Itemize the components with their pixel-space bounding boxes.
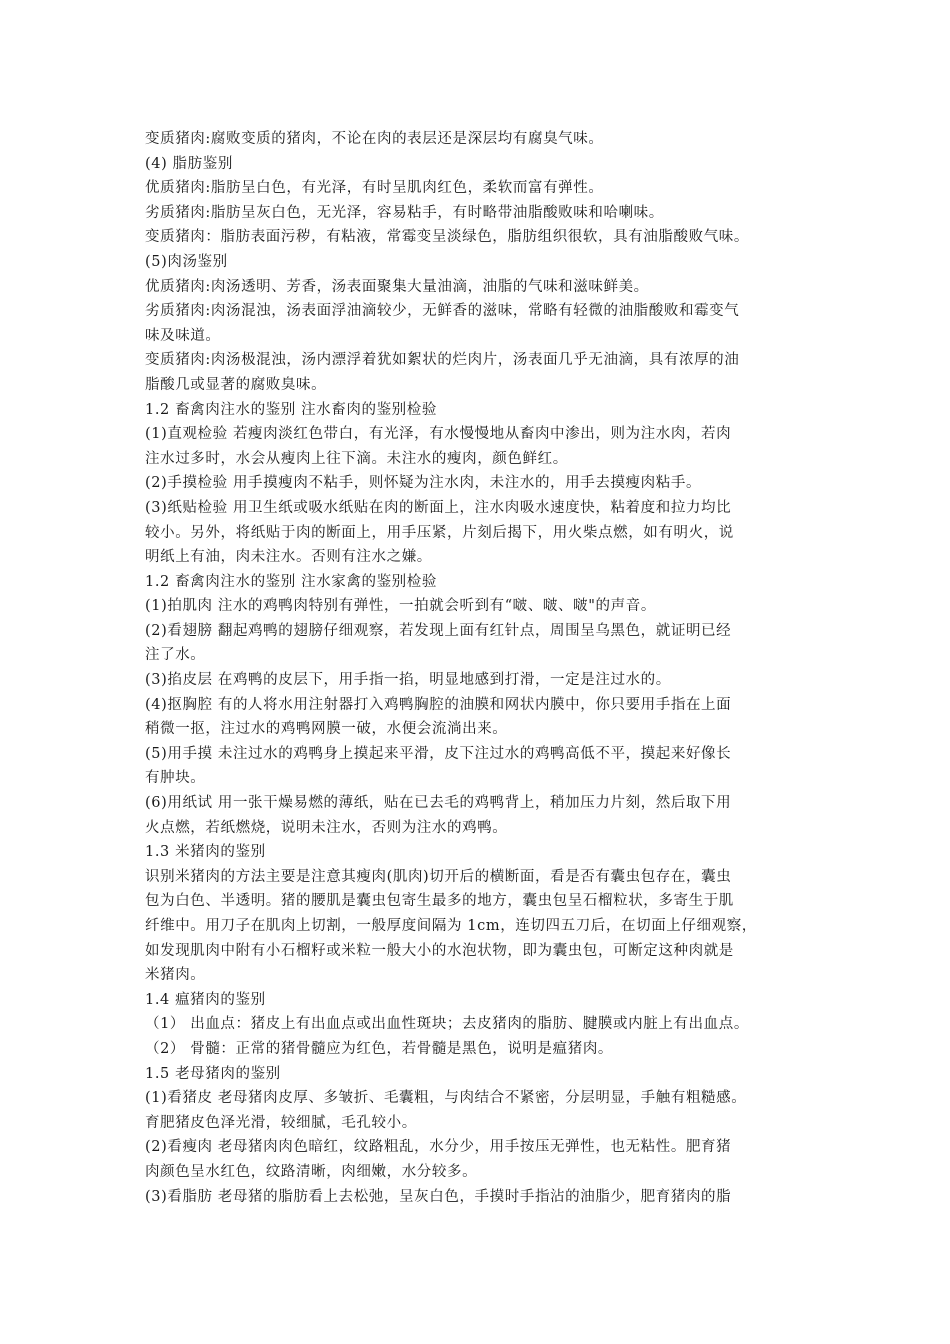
text-line: 变质猪肉:肉汤极混浊，汤内漂浮着犹如絮状的烂肉片，汤表面几乎无油滴，具有浓厚的油	[145, 352, 740, 369]
text-line: 变质猪肉:腐败变质的猪肉，不论在肉的表层还是深层均有腐臭气味。	[145, 131, 604, 147]
section-heading: 1.2 畜禽肉注水的鉴别 注水畜肉的鉴别检验	[145, 401, 437, 418]
text-line: (1)拍肌肉 注水的鸡鸭肉特别有弹性，一拍就会听到有“啵、啵、啵"的声音。	[145, 598, 656, 615]
text-line: 脂酸几或显著的腐败臭味。	[145, 376, 327, 393]
text-line: (2)手摸检验 用手摸瘦肉不粘手，则怀疑为注水肉，未注水的，用手去摸瘦肉粘手。	[145, 475, 702, 492]
text-line: 火点燃，若纸燃烧，说明未注水，否则为注水的鸡鸭。	[145, 819, 508, 836]
text-line: 注了水。	[145, 647, 206, 664]
section-heading: 1.4 瘟猪肉的鉴别	[145, 991, 266, 1008]
text-line: 育肥猪皮色泽光滑，较细腻，毛孔较小。	[145, 1114, 417, 1131]
text-line: 注水过多时，水会从瘦肉上往下滴。未注水的瘦肉，颜色鲜红。	[145, 450, 568, 467]
text-line: (4)抠胸腔 有的人将水用注射器打入鸡鸭胸腔的油膜和网状内膜中，你只要用手指在上面	[145, 696, 732, 713]
text-line: 肉颜色呈水红色，纹路清晰，肉细嫩，水分较多。	[145, 1163, 478, 1180]
text-line: 包为白色、半透明。猪的腰肌是囊虫包寄生最多的地方，囊虫包呈石榴粒状，多寄生于肌	[145, 893, 734, 910]
section-heading: 1.5 老母猪肉的鉴别	[145, 1065, 281, 1082]
text-line: 识别米猪肉的方法主要是注意其瘦肉(肌肉)切开后的横断面，看是否有囊虫包存在，囊虫	[145, 868, 732, 885]
text-line: （1） 出血点：猪皮上有出血点或出血性斑块；去皮猪肉的脂肪、腱膜或内脏上有出血点。	[145, 1016, 749, 1033]
section-heading: (5)肉汤鉴别	[145, 253, 228, 270]
text-line: 如发现肌肉中附有小石榴籽或米粒一般大小的水泡状物，即为囊虫包，可断定这种肉就是	[145, 942, 734, 959]
text-line: (6)用纸试 用一张干燥易燃的薄纸，贴在已去毛的鸡鸭背上，稍加压力片刻，然后取下用	[145, 795, 732, 812]
section-heading: (4) 脂肪鉴别	[145, 155, 233, 172]
text-line: 米猪肉。	[145, 967, 206, 984]
text-line: (5)用手摸 未注过水的鸡鸭身上摸起来平滑，皮下注过水的鸡鸭高低不平，摸起来好像长	[145, 745, 732, 762]
text-line: 有肿块。	[145, 770, 206, 787]
text-line: 劣质猪肉:肉汤混浊，汤表面浮油滴较少，无鲜香的滋味，常略有轻微的油脂酸败和霉变气	[145, 303, 740, 320]
text-line: 劣质猪肉:脂肪呈灰白色，无光泽，容易粘手，有时略带油脂酸败味和哈喇味。	[145, 204, 664, 221]
text-line: 变质猪肉：脂肪表面污秽，有粘液，常霉变呈淡绿色，脂肪组织很软，具有油脂酸败气味。	[145, 229, 749, 246]
text-line: 明纸上有油，肉未注水。否则有注水之嫌。	[145, 549, 432, 566]
text-line: (3)掐皮层 在鸡鸭的皮层下，用手指一掐，明显地感到打滑，一定是注过水的。	[145, 672, 671, 689]
text-line: (2)看翅膀 翻起鸡鸭的翅膀仔细观察，若发现上面有红针点，周围呈乌黑色，就证明已经	[145, 622, 732, 639]
text-line: (1)看猪皮 老母猪肉皮厚、多皱折、毛囊粗，与肉结合不紧密，分层明显，手触有粗糙感。	[145, 1090, 747, 1107]
text-line: (2)看瘦肉 老母猪肉肉色暗红，纹路粗乱，水分少，用手按压无弹性，也无粘性。肥育猪	[145, 1139, 732, 1156]
text-line: (3)看脂肪 老母猪的脂肪看上去松弛，呈灰白色，手摸时手指沾的油脂少，肥育猪肉的脂	[145, 1188, 732, 1205]
text-line: (1)直观检验 若瘦肉淡红色带白，有光泽，有水慢慢地从畜肉中渗出，则为注水肉，若肉	[145, 426, 732, 443]
text-line: 优质猪肉:肉汤透明、芳香，汤表面聚集大量油滴，油脂的气味和滋味鲜美。	[145, 278, 649, 295]
section-heading: 1.2 畜禽肉注水的鉴别 注水家禽的鉴别检验	[145, 573, 437, 590]
text-line: 纤维中。用刀子在肌肉上切割，一般厚度间隔为 1cm，连切四五刀后，在切面上仔细观察，	[145, 918, 757, 934]
section-heading: 1.3 米猪肉的鉴别	[145, 844, 266, 861]
text-line: （2） 骨髓：正常的猪骨髓应为红色，若骨髓是黑色，说明是瘟猪肉。	[145, 1040, 614, 1057]
document-body	[145, 127, 813, 1209]
text-line: 优质猪肉:脂肪呈白色，有光泽，有时呈肌肉红色，柔软而富有弹性。	[145, 180, 604, 197]
text-line: (3)纸贴检验 用卫生纸或吸水纸贴在肉的断面上，注水肉吸水速度快，粘着度和拉力均比	[145, 499, 732, 516]
text-line: 味及味道。	[145, 327, 221, 344]
text-line: 较小。另外，将纸贴于肉的断面上，用手压紧，片刻后揭下，用火柴点燃，如有明火，说	[145, 524, 734, 541]
text-line: 稍微一抠，注过水的鸡鸭网膜一破，水便会流淌出来。	[145, 721, 508, 738]
